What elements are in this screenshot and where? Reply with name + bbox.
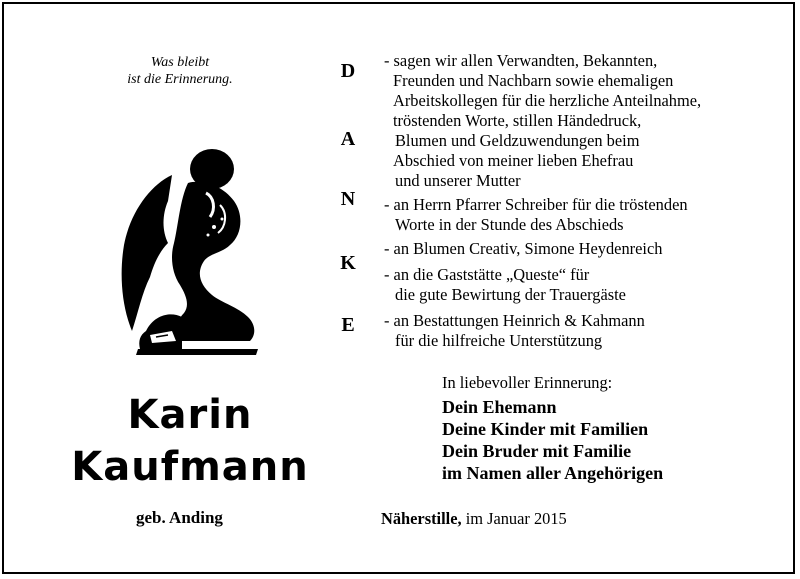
birth-name: geb. Anding <box>136 508 223 527</box>
thanks-line: Freunden und Nachbarn sowie ehemaligen <box>393 71 674 90</box>
signatory: Deine Kinder mit Familien <box>442 419 649 439</box>
deceased-last-name: Kaufmann <box>71 444 309 490</box>
danke-letter-d: D <box>340 60 356 82</box>
deceased-first-name: Karin <box>127 392 253 438</box>
thanks-line: für die hilfreiche Unterstützung <box>395 331 603 350</box>
kneeling-angel-illustration <box>110 135 270 360</box>
motto-line-1: Was bleibt <box>150 55 210 70</box>
place: Näherstille, <box>381 509 462 528</box>
memory-heading: In liebevoller Erinnerung: <box>442 373 613 392</box>
thanks-line: die gute Bewirtung der Trauergäste <box>395 285 626 304</box>
thanks-line: Arbeitskollegen für die herzliche Anteilnahme, <box>393 91 702 110</box>
thanks-line: Worte in der Stunde des Abschieds <box>395 215 624 234</box>
thanks-line: und unserer Mutter <box>395 171 521 190</box>
signatory: Dein Bruder mit Familie <box>442 441 632 461</box>
danke-letter-k: K <box>340 252 356 274</box>
thanks-line: - an Herrn Pfarrer Schreiber für die tröstenden <box>384 195 688 214</box>
thanks-line: Blumen und Geldzuwendungen beim <box>395 131 640 150</box>
motto <box>100 54 260 88</box>
thanks-line: - an Blumen Creativ, Simone Heydenreich <box>384 239 663 258</box>
signatory: Dein Ehemann <box>442 397 557 417</box>
danke-letter-n: N <box>340 188 356 210</box>
thanks-line: Abschied von meiner lieben Ehefrau <box>393 151 634 170</box>
thanks-line: - an die Gaststätte „Queste“ für <box>384 265 590 284</box>
thanks-line: - sagen wir allen Verwandten, Bekannten, <box>384 51 658 70</box>
thanks-line: tröstenden Worte, stillen Händedruck, <box>393 111 642 130</box>
motto-line-2: ist die Erinnerung. <box>127 72 233 87</box>
signatory: im Namen aller Angehörigen <box>442 463 664 483</box>
danke-letter-a: A <box>340 128 356 150</box>
thanks-line: - an Bestattungen Heinrich & Kahmann <box>384 311 645 330</box>
date: im Januar 2015 <box>465 509 567 528</box>
danke-letter-e: E <box>341 314 355 336</box>
place-date <box>381 509 567 529</box>
